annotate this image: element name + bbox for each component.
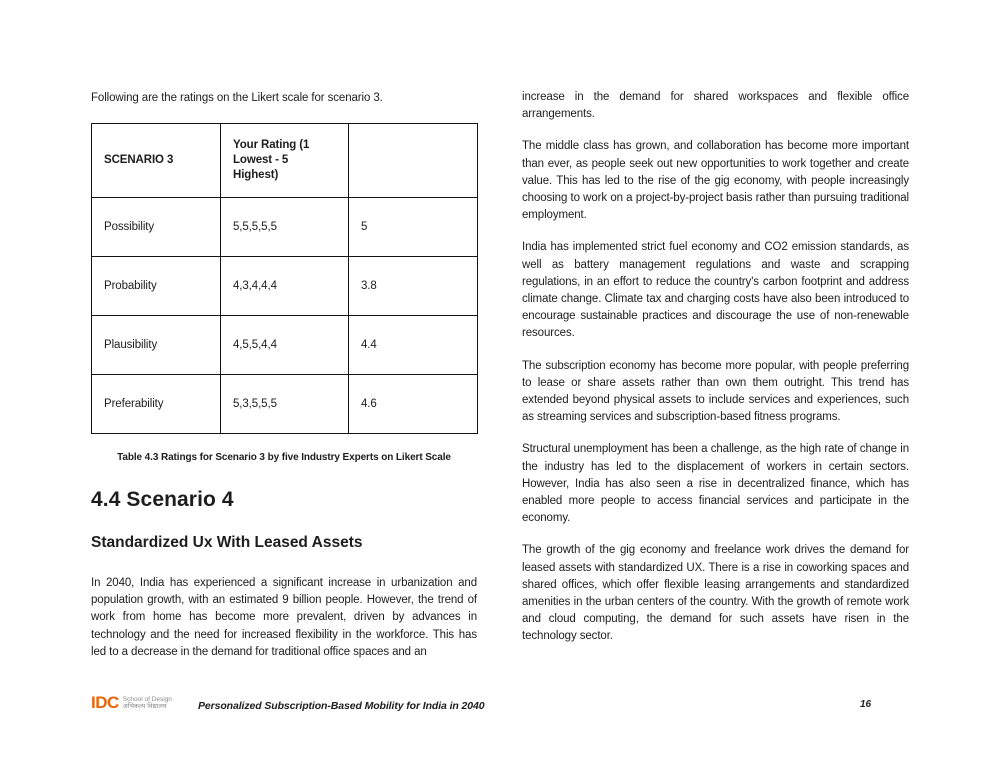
table-row — [92, 316, 478, 375]
table-cell-label: Probability — [92, 257, 221, 316]
table-caption: Table 4.3 Ratings for Scenario 3 by five Industry Experts on Likert Scale — [117, 452, 451, 463]
table-cell-label: Preferability — [92, 375, 221, 434]
table-cell-ratings: 5,5,5,5,5 — [221, 198, 349, 257]
body-paragraph: India has implemented strict fuel economy and CO2 emission standards, as well as battery management regulations and waste and scrapping regulations, in an effort to reduce the country's carbon footprint and address climate change. Climate tax and charging costs have also been introduced to encourage sustainable practices and discourage the use of non-renewable resources. — [522, 241, 909, 340]
table-cell-label: Plausibility — [92, 316, 221, 375]
idc-logo-subtext — [123, 696, 172, 710]
body-paragraph: increase in the demand for shared workspaces and flexible office arrangements. — [522, 91, 909, 121]
table-row — [92, 198, 478, 257]
table-cell-average: 4.6 — [349, 375, 478, 434]
section-heading: 4.4 Scenario 4 — [91, 488, 234, 511]
table-header-scenario: SCENARIO 3 — [92, 124, 221, 198]
body-paragraph: The middle class has grown, and collaboration has become more important than ever, as people seek out new opportunities to work together and create value. This has led to the rise of the gig economy, with people increasingly choosing to work on a project-by-project basis rather than pursuing traditional employment. — [522, 140, 909, 222]
body-paragraph: In 2040, India has experienced a significant increase in urbanization and population growth, with an estimated 9 billion people. However, the trend of work from home has become more prevalent, driven by advances in technology and the need for increased flexibility in the workforce. This has led to a decrease in the demand for traditional office spaces and an — [91, 577, 477, 658]
table-cell-average: 4.4 — [349, 316, 478, 375]
right-column — [522, 89, 909, 661]
table-row — [92, 257, 478, 316]
table-header-your-rating: Your Rating (1 Lowest - 5 Highest) — [221, 124, 349, 198]
footer-document-title: Personalized Subscription-Based Mobility for India in 2040 — [198, 700, 485, 712]
body-paragraph: Structural unemployment has been a challenge, as the high rate of change in the industry has led to the displacement of workers in certain sectors. However, India has also seen a rise in decentralized finance, which has enabled more people to access financial services and participate in the economy. — [522, 443, 909, 525]
table-header-row — [92, 124, 478, 198]
table-cell-label: Possibility — [92, 198, 221, 257]
page-footer — [91, 692, 909, 722]
idc-school-of-design-label: School of Design — [122, 696, 172, 703]
table-row — [92, 375, 478, 434]
idc-devanagari-label: अभिकल्प विद्यालय — [122, 703, 167, 710]
ratings-table — [91, 123, 478, 434]
table-cell-ratings: 5,3,5,5,5 — [221, 375, 349, 434]
body-paragraph: The subscription economy has become more popular, with people preferring to lease or share assets rather than own them outright. This trend has extended beyond physical assets to include services and experiences, such as streaming services and subscription-based fitness programs. — [522, 359, 909, 424]
left-column — [91, 90, 477, 661]
section-subheading: Standardized Ux With Leased Assets — [91, 534, 363, 551]
body-paragraph: The growth of the gig economy and freelance work drives the demand for leased assets with standardized UX. There is a rise in coworking spaces and shared offices, which offer flexible leasing arrangements and standardized amenities in the urban centers of the country. With the growth of remote work and cloud computing, the demand for such assets have risen in the technology sector. — [522, 544, 909, 643]
table-cell-ratings: 4,5,5,4,4 — [221, 316, 349, 375]
intro-text: Following are the ratings on the Likert scale for scenario 3. — [91, 92, 383, 104]
table-cell-ratings: 4,3,4,4,4 — [221, 257, 349, 316]
page-number: 16 — [860, 699, 872, 710]
idc-logo — [91, 695, 172, 710]
table-header-average — [349, 124, 478, 198]
idc-logo-text: IDC — [91, 693, 119, 712]
table-cell-average: 3.8 — [349, 257, 478, 316]
table-cell-average: 5 — [349, 198, 478, 257]
